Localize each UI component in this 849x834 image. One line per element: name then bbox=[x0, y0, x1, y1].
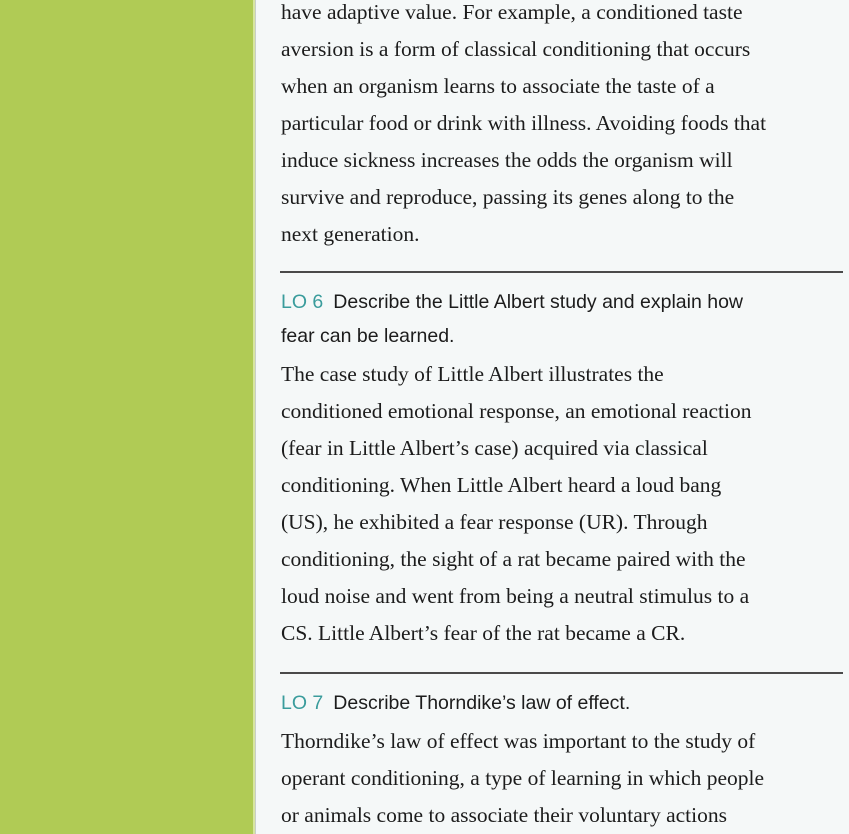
intro-paragraph bbox=[281, 0, 766, 253]
lo6-heading bbox=[281, 285, 743, 353]
text-line: survive and reproduce, passing its genes along to the bbox=[281, 185, 735, 209]
lo7-paragraph bbox=[281, 723, 764, 834]
text-line: Thorndike’s law of effect was important to the study of bbox=[281, 729, 756, 753]
text-line: loud noise and went from being a neutral stimulus to a bbox=[281, 584, 750, 608]
lo6-heading-text: Describe the Little Albert study and explain how bbox=[333, 291, 744, 313]
text-line: when an organism learns to associate the taste of a bbox=[281, 74, 715, 98]
sidebar-edge bbox=[253, 0, 256, 834]
text-line: conditioning, the sight of a rat became paired with the bbox=[281, 547, 746, 571]
lo6-heading-line: fear can be learned. bbox=[281, 325, 455, 347]
section-divider bbox=[280, 271, 843, 273]
text-line: The case study of Little Albert illustrates the bbox=[281, 362, 664, 386]
lo7-heading-text: Describe Thorndike’s law of effect. bbox=[333, 692, 631, 714]
text-line: aversion is a form of classical conditioning that occurs bbox=[281, 37, 751, 61]
text-line: have adaptive value. For example, a conditioned taste bbox=[281, 0, 743, 24]
section-divider bbox=[280, 672, 843, 674]
text-line: induce sickness increases the odds the organism will bbox=[281, 148, 733, 172]
text-line: conditioning. When Little Albert heard a loud bang bbox=[281, 473, 722, 497]
text-line: operant conditioning, a type of learning in which people bbox=[281, 766, 765, 790]
text-line: or animals come to associate their voluntary actions bbox=[281, 803, 727, 827]
lo7-heading bbox=[281, 686, 630, 720]
text-line: particular food or drink with illness. Avoiding foods that bbox=[281, 111, 767, 135]
text-line: CS. Little Albert’s fear of the rat became a CR. bbox=[281, 621, 686, 645]
lo6-heading-line bbox=[281, 285, 743, 319]
lo6-label: LO 6 bbox=[281, 291, 324, 313]
text-line: (fear in Little Albert’s case) acquired via classical bbox=[281, 436, 708, 460]
text-line: conditioned emotional response, an emotional reaction bbox=[281, 399, 752, 423]
text-line: (US), he exhibited a fear response (UR). Through bbox=[281, 510, 708, 534]
lo6-paragraph bbox=[281, 356, 751, 652]
text-line: next generation. bbox=[281, 222, 420, 246]
lo7-heading-line bbox=[281, 686, 630, 720]
lo7-label: LO 7 bbox=[281, 692, 324, 714]
sidebar-green-panel bbox=[0, 0, 253, 834]
